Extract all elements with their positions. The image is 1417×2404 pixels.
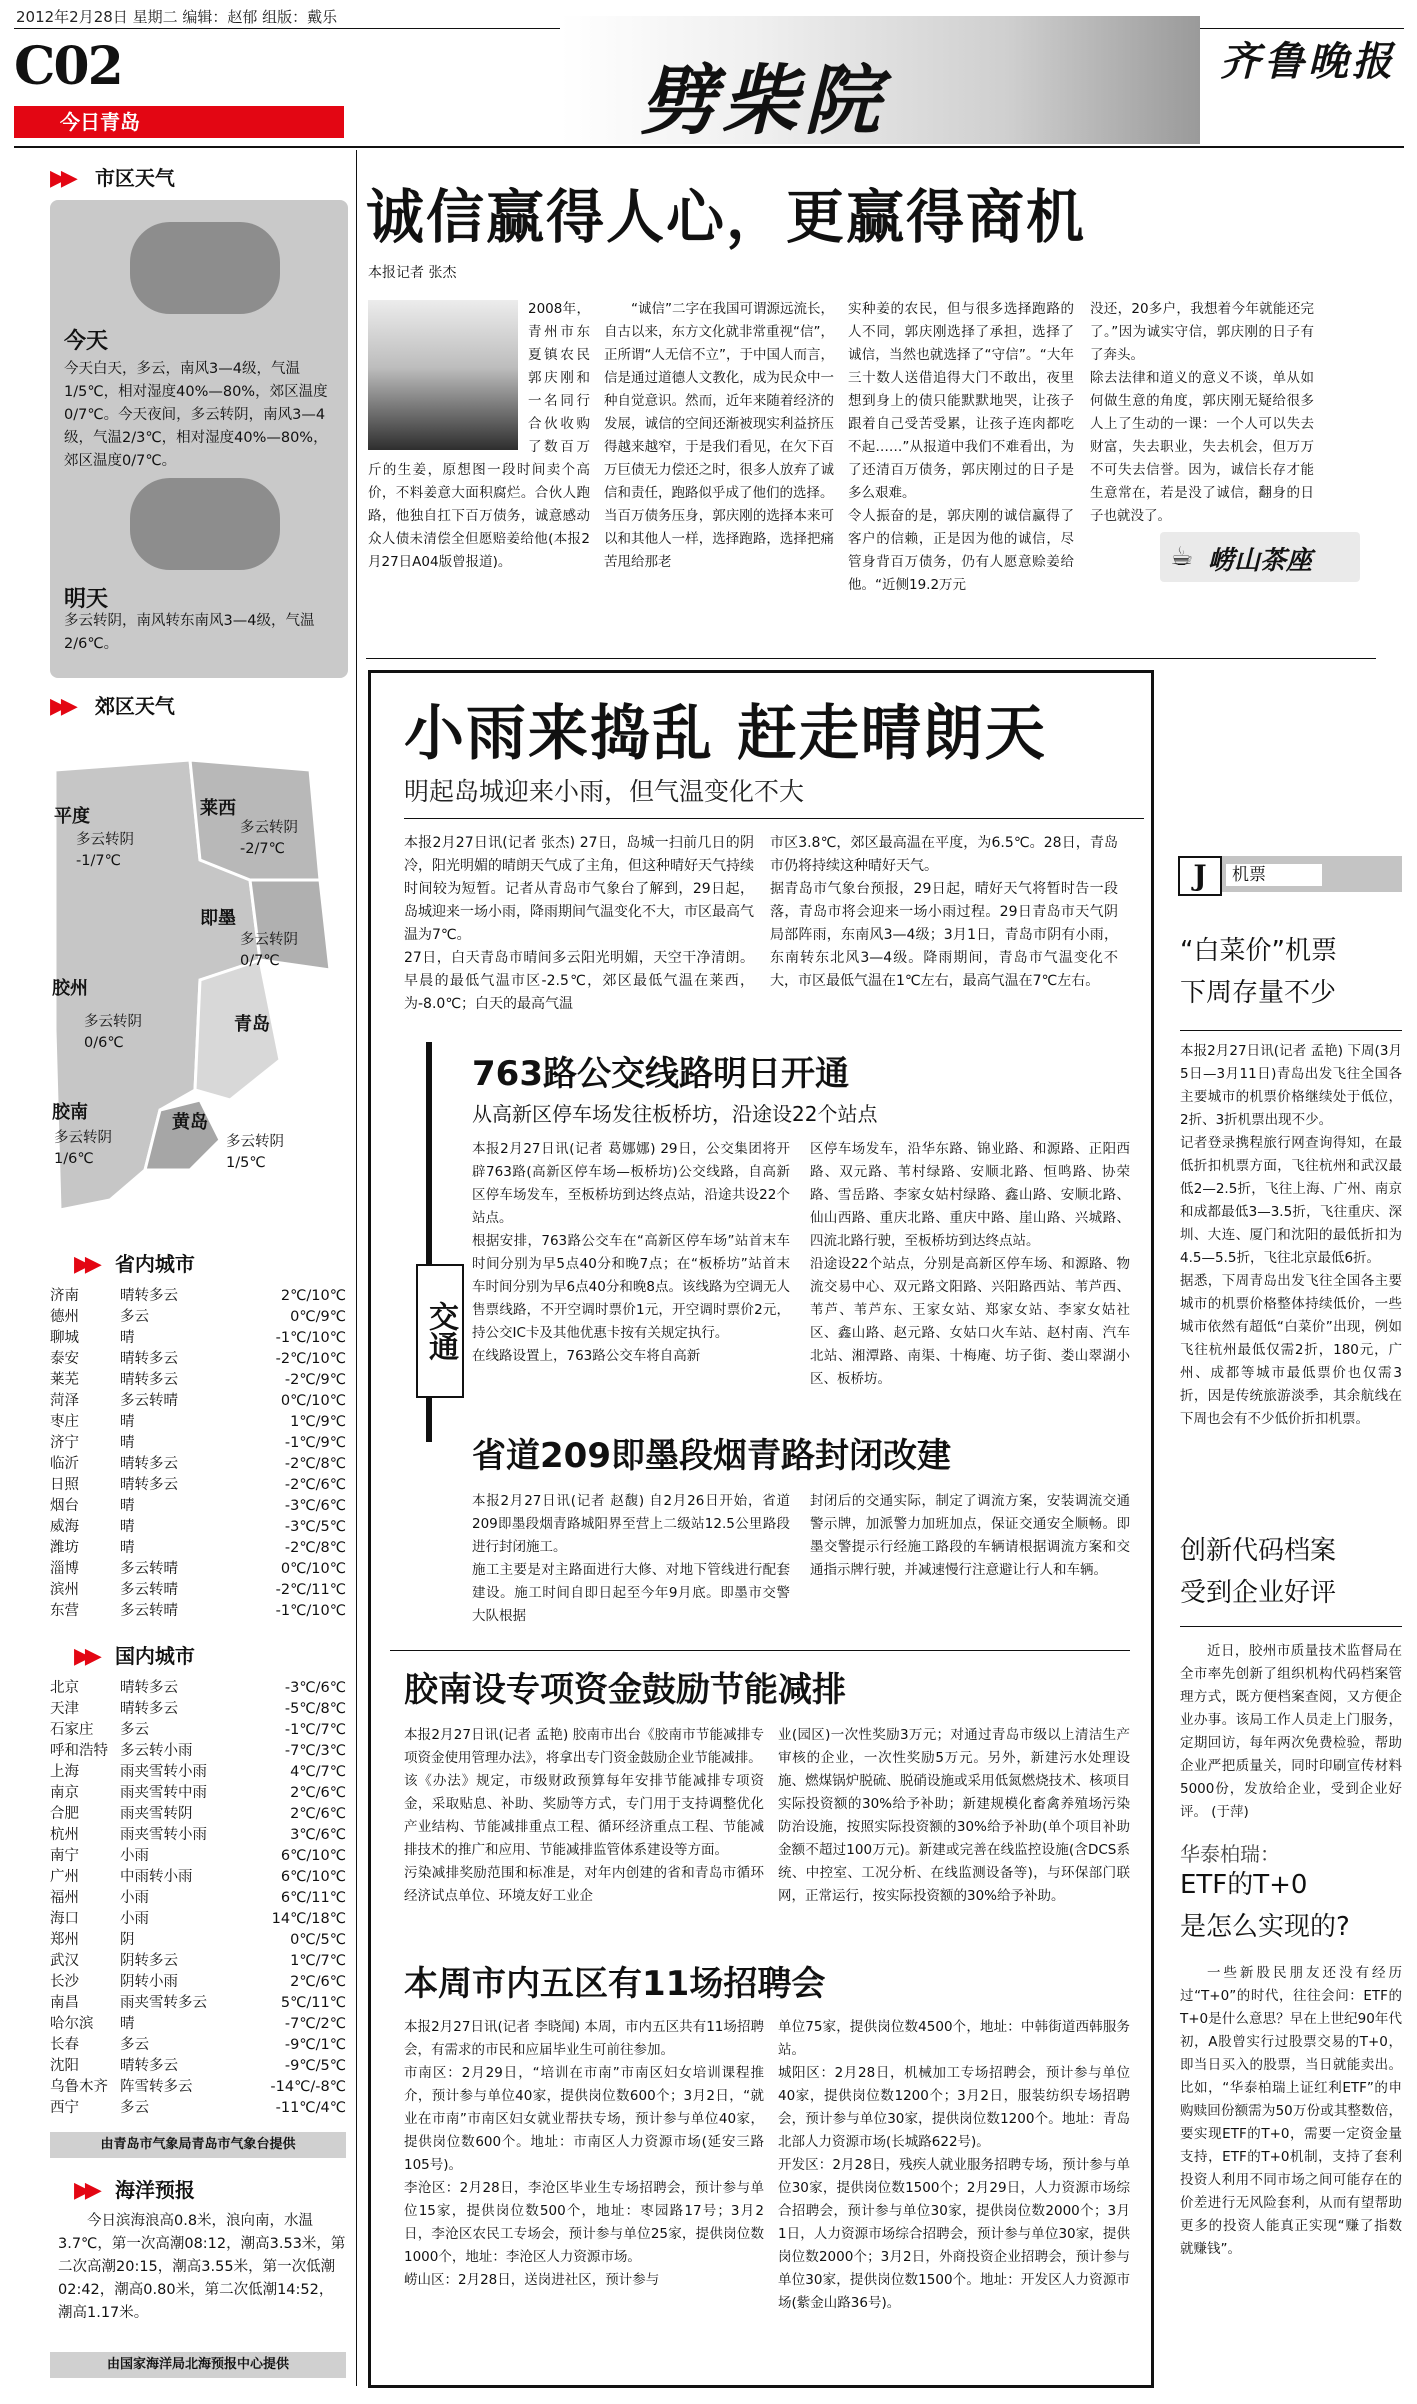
- jobs-title: 本周市内五区有11场招聘会: [404, 1964, 826, 2004]
- city-condition: 晴转多云: [120, 1701, 178, 1717]
- city-row: [50, 1433, 346, 1454]
- tea-logo: [1160, 532, 1360, 582]
- city-condition: 晴: [120, 1414, 135, 1430]
- suburb-weather-title: 郊区天气: [94, 694, 175, 718]
- city-name: 潍坊: [50, 1540, 79, 1556]
- city-temperature: -3℃/6℃: [284, 1498, 346, 1514]
- domestic-header: [74, 1640, 195, 1669]
- city-name: 上海: [50, 1764, 79, 1780]
- weather-credit: 由青岛市气象局青岛市气象台提供: [50, 2132, 346, 2158]
- city-name: 沈阳: [50, 2058, 79, 2074]
- city-condition: 阴: [120, 1932, 135, 1948]
- lead-col2: “诚信”二字在我国可谓源远流长，自古以来，东方文化就非常重视“信”，正所谓“人无信不立”，于中国人而言，信是通过道德人文教化，成为民众中一种自觉意识。然而，近年来随着经济的发展，诚信的空间还渐被现实利益挤压得越来越窄，于是我们看见，在欠下百万巨债无力偿还之时，很多人放弃了诚信和责任，跑路似乎成了他们的选择。 当百万债务压身，郭庆刚的选择本来可以和其他人一样，选择跑路，选择把痛苦甩给那老: [604, 301, 834, 570]
- city-temperature: 2℃/10℃: [280, 1288, 346, 1304]
- left-column-rule: [356, 150, 357, 2386]
- city-name: 杭州: [50, 1827, 79, 1843]
- arrow-icon: ▶▶: [50, 694, 72, 719]
- city-name: 福州: [50, 1890, 79, 1906]
- city-condition: 阵雪转多云: [120, 2079, 193, 2095]
- city-condition: 晴转多云: [120, 1456, 178, 1472]
- city-temperature: -7℃/3℃: [284, 1743, 346, 1759]
- province-title: 省内城市: [114, 1252, 195, 1276]
- city-condition: 雨夹雪转小雨: [120, 1764, 207, 1780]
- city-temperature: -9℃/5℃: [284, 2058, 346, 2074]
- arrow-icon: ▶▶: [50, 166, 72, 191]
- suburb-forecast: 多云转阴 0/6℃: [84, 1014, 142, 1051]
- suburb-name: 莱西: [200, 798, 236, 819]
- city-row: [50, 1825, 346, 1846]
- city-temperature: -2℃/9℃: [284, 1372, 346, 1388]
- etf-story-title: ETF的T+0 是怎么实现的?: [1180, 1870, 1350, 1942]
- code-rule: [1180, 1626, 1402, 1627]
- city-row: [50, 1601, 346, 1622]
- city-temperature: 2℃/6℃: [290, 1974, 346, 1990]
- suburb-forecast: 多云转阴 -1/7℃: [76, 832, 134, 869]
- city-name: 天津: [50, 1701, 79, 1717]
- jobs-col2: 单位75家，提供岗位数4500个，地址：中韩街道西韩服务站。 城阳区：2月28日，机械加工专场招聘会，预计参与单位40家，提供岗位数1200个；3月2日，服装纺织专场招聘会，预计参与单位30家，提供岗位数1200个。地址：青岛北部人力资源市场(长城路622号)。 开发区：2月28日，残疾人就业服务招聘专场，预计参与单位30家，提供岗位数1500个；2月29日，人力资源市场综合招聘会，预计参与单位30家，提供岗位数2000个；3月1日，人力资源市场综合招聘会，预计参与单位30家，提供岗位数2000个；3月2日，外商投资企业招聘会，预计参与单位30家，提供岗位数1500个。地址：开发区人力资源市场(紫金山路36号)。: [778, 2019, 1130, 2311]
- city-name: 临沂: [50, 1456, 79, 1472]
- city-condition: 晴: [120, 1540, 135, 1556]
- lead-col4: 没还，20多户，我想着今年就能还完了。”因为诚实守信，郭庆刚的日子有了奔头。 除去法律和道义的意义不谈，单从如何做生意的角度，郭庆刚无疑给很多人上了生动的一课：一个人可以失去财富，失去职业，失去机会，但万万不可失去信誉。因为，诚信长存才能生意常在，若是没了诚信，翻身的日子也就没了。: [1090, 301, 1314, 524]
- domestic-city-table: [50, 1678, 346, 2119]
- city-temperature: 4℃/7℃: [290, 1764, 346, 1780]
- city-temperature: -3℃/5℃: [284, 1519, 346, 1535]
- energy-title: 胶南设专项资金鼓励节能减排: [404, 1670, 846, 1710]
- city-temperature: -2℃/10℃: [275, 1351, 346, 1367]
- suburb-name: 即墨: [200, 908, 236, 929]
- city-row: [50, 1307, 346, 1328]
- city-temperature: -2℃/8℃: [284, 1540, 346, 1556]
- column-title: 劈柴院: [640, 56, 886, 145]
- city-row: [50, 1559, 346, 1580]
- city-row: [50, 1720, 346, 1741]
- today-label: 今天: [64, 329, 109, 354]
- energy-top-rule: [390, 1650, 1130, 1651]
- date-line: 2012年2月28日 星期二 编辑：赵郁 组版：戴乐: [16, 8, 338, 26]
- ocean-title: 海洋预报: [114, 2178, 195, 2202]
- city-row: [50, 1762, 346, 1783]
- city-row: [50, 1909, 346, 1930]
- city-temperature: -9℃/1℃: [284, 2037, 346, 2053]
- city-temperature: -1℃/10℃: [275, 1330, 346, 1346]
- province-city-table: [50, 1286, 346, 1622]
- city-name: 南昌: [50, 1995, 79, 2011]
- masthead: 齐鲁晚报: [1220, 38, 1396, 85]
- city-temperature: -5℃/8℃: [284, 1701, 346, 1717]
- bus-story-title: 763路公交线路明日开通: [472, 1054, 849, 1094]
- city-temperature: 0℃/10℃: [280, 1561, 346, 1577]
- city-temperature: -2℃/11℃: [275, 1582, 346, 1598]
- city-condition: 雨夹雪转中雨: [120, 1785, 207, 1801]
- city-condition: 小雨: [120, 1890, 149, 1906]
- city-condition: 晴转多云: [120, 1372, 178, 1388]
- section-label: 今日青岛: [14, 106, 344, 138]
- city-row: [50, 1391, 346, 1412]
- city-condition: 多云: [120, 1309, 149, 1325]
- arrow-icon: ▶▶: [74, 2178, 96, 2203]
- city-row: [50, 1496, 346, 1517]
- ocean-credit: 由国家海洋局北海预报中心提供: [50, 2352, 346, 2378]
- city-row: [50, 1741, 346, 1762]
- city-row: [50, 2056, 346, 2077]
- city-temperature: -11℃/4℃: [275, 2100, 346, 2116]
- code-story-body: 近日，胶州市质量技术监督局在全市率先创新了组织机构代码档案管理方式，既方便档案查阅，又方便企业办事。该局工作人员走上门服务，定期回访，每年两次免费检验，帮助企业严把质量关，同时印刷宣传材料5000份，发放给企业，受到企业好评。 (于萍): [1180, 1643, 1402, 1820]
- city-temperature: -1℃/7℃: [284, 1722, 346, 1738]
- page-code: C02: [14, 36, 122, 97]
- lead-col3: 实种姜的农民，但与很多选择跑路的人不同，郭庆刚选择了承担，选择了诚信，当然也就选择了“守信”。“大年三十数人送借追得大门不敢出，夜里想到身上的债只能默默地哭，让孩子跟着自己受苦受累，让孩子连肉都吃不起……”从报道中我们不难看出，为了还清百万债务，郭庆刚过的日子是多么艰难。 令人振奋的是，郭庆刚的诚信赢得了客户的信赖，正是因为他的诚信，尽管身背百万债务，仍有人愿意赊姜给他。“近侧19.2万元: [848, 301, 1074, 593]
- city-condition: 雨夹雪转小雨: [120, 1827, 207, 1843]
- city-row: [50, 2014, 346, 2035]
- weather-story-subtitle: 明起岛城迎来小雨，但气温变化不大: [404, 777, 805, 806]
- teacup-icon: ☕: [1170, 542, 1194, 572]
- city-weather-title: 市区天气: [94, 166, 175, 190]
- city-name: 北京: [50, 1680, 79, 1696]
- city-row: [50, 1678, 346, 1699]
- bus-story-subtitle: 从高新区停车场发往板桥坊，沿途设22个站点: [472, 1102, 878, 1126]
- city-temperature: 3℃/6℃: [290, 1827, 346, 1843]
- city-condition: 晴转多云: [120, 1477, 178, 1493]
- city-condition: 晴转多云: [120, 1351, 178, 1367]
- city-row: [50, 1930, 346, 1951]
- city-condition: 阴转多云: [120, 1953, 178, 1969]
- city-name: 济宁: [50, 1435, 79, 1451]
- city-name: 济南: [50, 1288, 79, 1304]
- tomorrow-label: 明天: [64, 587, 109, 612]
- city-condition: 晴: [120, 1498, 135, 1514]
- photo-spacer: [368, 298, 528, 458]
- lead-col1-text: 2008年，青州市东夏镇农民郭庆刚和一名同行合伙收购了数百万斤的生姜，原想图一段时间卖个高价，不料姜意大面积腐烂。合伙人跑路，他独自扛下百万债务，诚意感动众人债未清偿全但愿赔姜给他(本报2月27日A04版曾报道)。: [368, 301, 590, 570]
- lead-col1: [368, 298, 590, 638]
- city-row: [50, 1580, 346, 1601]
- city-row: [50, 1972, 346, 1993]
- city-temperature: 6℃/11℃: [280, 1890, 346, 1906]
- city-name: 淄博: [50, 1561, 79, 1577]
- city-name: 东营: [50, 1603, 79, 1619]
- suburb-name: 青岛: [234, 1014, 270, 1035]
- city-row: [50, 1517, 346, 1538]
- lead-byline: 本报记者 张杰: [368, 265, 457, 281]
- city-row: [50, 1475, 346, 1496]
- city-temperature: 1℃/7℃: [290, 1953, 346, 1969]
- city-condition: 晴: [120, 1330, 135, 1346]
- city-temperature: 5℃/11℃: [280, 1995, 346, 2011]
- suburb-name: 胶州: [52, 978, 88, 999]
- city-condition: 小雨: [120, 1911, 149, 1927]
- weather-story-col2: 市区3.8℃，郊区最高温在平度，为6.5℃。28日，青岛市仍将持续这种晴好天气。 据青岛市气象台预报，29日起，晴好天气将暂时告一段落，青岛市将会迎来一场小雨过程。29日青岛市天气阴局部阵雨，东南风3—4级；3月1日，青岛市阴有小雨，东南转东北风3—4级。降雨期间，青岛市气温变化不大，市区最低气温在1℃左右，最高气温在7℃左右。: [770, 835, 1118, 989]
- city-name: 德州: [50, 1309, 79, 1325]
- city-row: [50, 1783, 346, 1804]
- suburb-forecast: 多云转阴 -2/7℃: [240, 820, 298, 857]
- domestic-title: 国内城市: [114, 1644, 195, 1668]
- code-story-title: 创新代码档案 受到企业好评: [1180, 1536, 1337, 1608]
- cloud-icon: [130, 222, 280, 314]
- city-name: 莱芜: [50, 1372, 79, 1388]
- city-name: 海口: [50, 1911, 79, 1927]
- city-condition: 小雨: [120, 1848, 149, 1864]
- road-story-title: 省道209即墨段烟青路封闭改建: [472, 1436, 951, 1476]
- city-condition: 多云: [120, 2100, 149, 2116]
- energy-col2: 业(园区)一次性奖励3万元；对通过青岛市级以上清洁生产审核的企业，一次性奖励5万元。另外，新建污水处理设施、燃煤锅炉脱硫、脱硝设施或采用低氮燃烧技术、核项目实际投资额的30%给予补助；新建规模化畜禽养殖场污染防治设施，按照实际投资额的30%给予补助(单个项目补助金额不超过100万元)。新建或完善在线监控设施(含DCS系统、中控室、工况分析、在线监测设备等)，与环保部门联网，正常运行，按实际投资额的30%给予补助。: [778, 1727, 1130, 1904]
- suburb-weather-header: [50, 690, 175, 719]
- header-rule: [14, 146, 1404, 148]
- city-condition: 阴转小雨: [120, 1974, 178, 1990]
- city-temperature: 6℃/10℃: [280, 1848, 346, 1864]
- city-name: 日照: [50, 1477, 79, 1493]
- city-name: 南京: [50, 1785, 79, 1801]
- city-row: [50, 1328, 346, 1349]
- flight-tag-label: 机票: [1226, 864, 1322, 886]
- city-name: 哈尔滨: [50, 2016, 94, 2032]
- city-temperature: -2℃/6℃: [284, 1477, 346, 1493]
- cloud-icon-2: [130, 478, 280, 570]
- city-name: 广州: [50, 1869, 79, 1885]
- city-name: 郑州: [50, 1932, 79, 1948]
- bus-story-col1: 本报2月27日讯(记者 葛娜娜) 29日，公交集团将开辟763路(高新区停车场—板桥坊)公交线路，自高新区停车场发车，至板桥坊到达终点站，沿途共设22个站点。 根据安排，763路公交车在“高新区停车场”站首末车时间分别为早5点40分和晚7点；在“板桥坊”站首末车时间分别为早6点40分和晚8点。该线路为空调无人售票线路，不开空调时票价1元，开空调时票价2元，持公交IC卡及其他优惠卡按有关规定执行。 在线路设置上，763路公交车将自高新: [472, 1141, 790, 1364]
- city-row: [50, 1951, 346, 1972]
- subtitle-rule: [404, 818, 1144, 819]
- city-row: [50, 1370, 346, 1391]
- city-row: [50, 2098, 346, 2119]
- tomorrow-forecast: 多云转阴，南风转东南风3—4级，气温2/6℃。: [64, 613, 315, 652]
- flight-rule: [1180, 1030, 1402, 1031]
- arrow-icon: ▶▶: [74, 1644, 96, 1669]
- suburb-forecast: 多云转阴 0/7℃: [240, 932, 298, 969]
- city-temperature: 0℃/9℃: [290, 1309, 346, 1325]
- city-name: 聊城: [50, 1330, 79, 1346]
- city-name: 长沙: [50, 1974, 79, 1990]
- road-story-col2: 封闭后的交通实际，制定了调流方案，安装调流交通警示牌，加派警力加班加点，保证交通安全顺畅。即墨交警提示行经施工路段的车辆请根据调流方案和交通指示牌行驶，并减速慢行注意避让行人和车辆。: [810, 1493, 1130, 1578]
- city-name: 合肥: [50, 1806, 79, 1822]
- city-condition: 晴转多云: [120, 1680, 178, 1696]
- city-temperature: 6℃/10℃: [280, 1869, 346, 1885]
- city-temperature: 2℃/6℃: [290, 1806, 346, 1822]
- city-temperature: -14℃/-8℃: [270, 2079, 346, 2095]
- city-temperature: 0℃/10℃: [280, 1393, 346, 1409]
- city-condition: 多云: [120, 2037, 149, 2053]
- city-name: 长春: [50, 2037, 79, 2053]
- city-condition: 雨夹雪转多云: [120, 1995, 207, 2011]
- city-row: [50, 1804, 346, 1825]
- city-name: 南宁: [50, 1848, 79, 1864]
- city-name: 武汉: [50, 1953, 79, 1969]
- city-condition: 多云转晴: [120, 1582, 178, 1598]
- city-temperature: 14℃/18℃: [271, 1911, 346, 1927]
- suburb-name: 平度: [54, 806, 90, 827]
- city-row: [50, 2035, 346, 2056]
- city-condition: 晴转多云: [120, 1288, 178, 1304]
- city-temperature: -2℃/8℃: [284, 1456, 346, 1472]
- city-row: [50, 1993, 346, 2014]
- lead-bottom-rule: [366, 658, 1376, 659]
- city-name: 枣庄: [50, 1414, 79, 1430]
- arrow-icon: ▶▶: [74, 1252, 96, 1277]
- etf-kicker: 华泰柏瑞：: [1180, 1842, 1280, 1866]
- city-condition: 晴: [120, 1519, 135, 1535]
- city-temperature: -1℃/10℃: [275, 1603, 346, 1619]
- city-condition: 晴: [120, 1435, 135, 1451]
- city-row: [50, 1867, 346, 1888]
- energy-col1: 本报2月27日讯(记者 孟艳) 胶南市出台《胶南市节能减排专项资金使用管理办法》，将拿出专门资金鼓励企业节能减排。 该《办法》规定，市级财政预算每年安排节能减排专项资金，采取贴息、补助、奖励等方式，专门用于支持调整优化产业结构、节能减排重点工程、循环经济重点工程、节能减排技术的推广和应用、节能减排监管体系建设等方面。 污染减排奖励范围和标准是，对年内创建的省和青岛市循环经济试点单位、环境友好工业企: [404, 1727, 764, 1904]
- city-temperature: 0℃/5℃: [290, 1932, 346, 1948]
- tea-label: 崂山茶座: [1208, 546, 1313, 576]
- city-name: 威海: [50, 1519, 79, 1535]
- road-story-col1: 本报2月27日讯(记者 赵馥) 自2月26日开始，省道209即墨段烟青路城阳界至营上二级站12.5公里路段进行封闭施工。 施工主要是对主路面进行大修、对地下管线进行配套建设。施工时间自即日起至今年9月底。即墨市交警大队根据: [472, 1493, 790, 1624]
- city-row: [50, 2077, 346, 2098]
- city-row: [50, 1538, 346, 1559]
- city-name: 烟台: [50, 1498, 79, 1514]
- flight-story-title: “白菜价”机票 下周存量不少: [1180, 936, 1337, 1008]
- traffic-tag: 交通: [416, 1264, 464, 1398]
- city-row: [50, 1349, 346, 1370]
- city-condition: 多云: [120, 1722, 149, 1738]
- city-condition: 晴: [120, 2016, 135, 2032]
- city-name: 菏泽: [50, 1393, 79, 1409]
- city-condition: 多云转小雨: [120, 1743, 193, 1759]
- city-temperature: -7℃/2℃: [284, 2016, 346, 2032]
- city-weather-header: [50, 162, 175, 191]
- city-row: [50, 1888, 346, 1909]
- ocean-header: [74, 2174, 195, 2203]
- suburb-name: 胶南: [52, 1102, 88, 1123]
- suburb-forecast: 多云转阴 1/6℃: [54, 1130, 112, 1167]
- today-forecast: 今天白天，多云，南风3—4级，气温1/5℃，相对湿度40%—80%，郊区温度0/7℃。今天夜间，多云转阴，南风3—4级，气温2/3℃，相对湿度40%—80%，郊区温度0/7℃。: [64, 361, 328, 469]
- city-name: 西宁: [50, 2100, 79, 2116]
- city-row: [50, 1846, 346, 1867]
- bus-story-col2: 区停车场发车，沿华东路、锦业路、和源路、正阳西路、双元路、苇村绿路、安顺北路、恒鸣路、协荣路、雪岳路、李家女姑村绿路、鑫山路、安顺北路、仙山西路、重庆北路、重庆中路、崖山路、兴城路、四流北路行驶，至板桥坊到达终点站。 沿途设22个站点，分别是高新区停车场、和源路、物流交易中心、双元路文阳路、兴阳路西站、苇芦西、苇芦、苇芦东、王家女站、郑家女站、李家女姑社区、鑫山路、赵元路、女姑口火车站、赵村南、汽车北站、湘潭路、南渠、十梅庵、坊子街、娄山翠湖小区、板桥坊。: [810, 1141, 1130, 1387]
- city-name: 泰安: [50, 1351, 79, 1367]
- weather-story-title: 小雨来捣乱 赶走晴朗天: [404, 699, 1047, 769]
- flight-story-body: 本报2月27日讯(记者 孟艳) 下周(3月5日—3月11日)青岛出发飞往全国各主要城市的机票价格继续处于低位，2折、3折机票出现不少。 记者登录携程旅行网查询得知，在最低折扣机票方面，飞往杭州和武汉最低2—2.5折，飞往上海、广州、南京和成都最低3—3.5折，飞往重庆、深圳、大连、厦门和沈阳的最低折扣为4.5—5.5折，飞往北京最低6折。 据悉，下周青岛出发飞往全国各主要城市的机票价格整体持续低价，一些城市依然有超低“白菜价”出现，例如飞往杭州最低仅需2折，180元，广州、成都等城市最低票价也仅需3折，因是传统旅游淡季，其余航线在下周也会有不少低价折扣机票。: [1180, 1043, 1402, 1427]
- city-name: 石家庄: [50, 1722, 94, 1738]
- city-condition: 多云转晴: [120, 1603, 178, 1619]
- city-condition: 多云转晴: [120, 1393, 178, 1409]
- city-row: [50, 1454, 346, 1475]
- city-row: [50, 1286, 346, 1307]
- weather-story-col1: 本报2月27日讯(记者 张杰) 27日，岛城一扫前几日的阴冷，阳光明媚的晴朗天气成了主角，但这种晴好天气持续时间较为短暂。记者从青岛市气象台了解到，29日起，岛城迎来一场小雨，降雨期间气温变化不大，市区最高气温为7℃。 27日，白天青岛市晴间多云阳光明媚，天空干净清朗。早晨的最低气温市区-2.5℃，郊区最低气温在莱西，为-8.0℃；白天的最高气温: [404, 835, 754, 1012]
- suburb-forecast: 多云转阴 1/5℃: [226, 1134, 284, 1171]
- city-temperature: -1℃/9℃: [284, 1435, 346, 1451]
- city-condition: 中雨转小雨: [120, 1869, 193, 1885]
- city-temperature: -3℃/6℃: [284, 1680, 346, 1696]
- jobs-col1: 本报2月27日讯(记者 李晓闻) 本周，市内五区共有11场招聘会，有需求的市民和应届毕业生可前往参加。 市南区：2月29日，“培训在市南”市南区妇女培训课程推介，预计参与单位40家，提供岗位数600个；3月2日，“就业在市南”市南区妇女就业帮扶专场，预计参与单位40家，提供岗位数600个。地址：市南区人力资源市场(延安三路105号)。 李沧区：2月28日，李沧区毕业生专场招聘会，预计参与单位15家，提供岗位数500个，地址：枣园路17号；3月2日，李沧区农民工专场会，预计参与单位25家，提供岗位数1000个，地址：李沧区人力资源市场。 崂山区：2月28日，送岗进社区，预计参与: [404, 2019, 764, 2288]
- city-name: 乌鲁木齐: [50, 2079, 108, 2095]
- city-row: [50, 1699, 346, 1720]
- suburb-map: [50, 730, 348, 1240]
- etf-story-body: 一些新股民朋友还没有经历过“T+0”的时代，往往会问：ETF的T+0是什么意思？早在上世纪90年代初，A股曾实行过股票交易的T+0，即当日买入的股票，当日就能卖出。比如，“华泰柏瑞上证红利ETF”的申购赎回份额需为50万份或其整数倍，要实现ETF的T+0，需要一定资金量支持，ETF的T+0机制，支持了套利投资人利用不同市场之间可能存在的价差进行无风险套利，从而有望帮助更多的投资人能真正实现“赚了指数就赚钱”。: [1180, 1965, 1402, 2257]
- city-temperature: 1℃/9℃: [290, 1414, 346, 1430]
- flight-tag-letter: J: [1178, 856, 1222, 896]
- ocean-forecast: 今日滨海浪高0.8米，浪向南，水温3.7℃，第一次高潮08:12，潮高3.53米，第二次高潮20:15，潮高3.55米，第一次低潮02:42，潮高0.80米，第二次低潮14:52，潮高1.17米。: [58, 2213, 346, 2321]
- lead-title: 诚信赢得人心，更赢得商机: [366, 183, 1087, 251]
- city-temperature: 2℃/6℃: [290, 1785, 346, 1801]
- suburb-name: 黄岛: [172, 1112, 208, 1133]
- city-name: 呼和浩特: [50, 1743, 108, 1759]
- city-condition: 雨夹雪转阴: [120, 1806, 193, 1822]
- province-header: [74, 1248, 195, 1277]
- city-condition: 晴转多云: [120, 2058, 178, 2074]
- city-row: [50, 1412, 346, 1433]
- city-name: 滨州: [50, 1582, 79, 1598]
- city-condition: 多云转晴: [120, 1561, 178, 1577]
